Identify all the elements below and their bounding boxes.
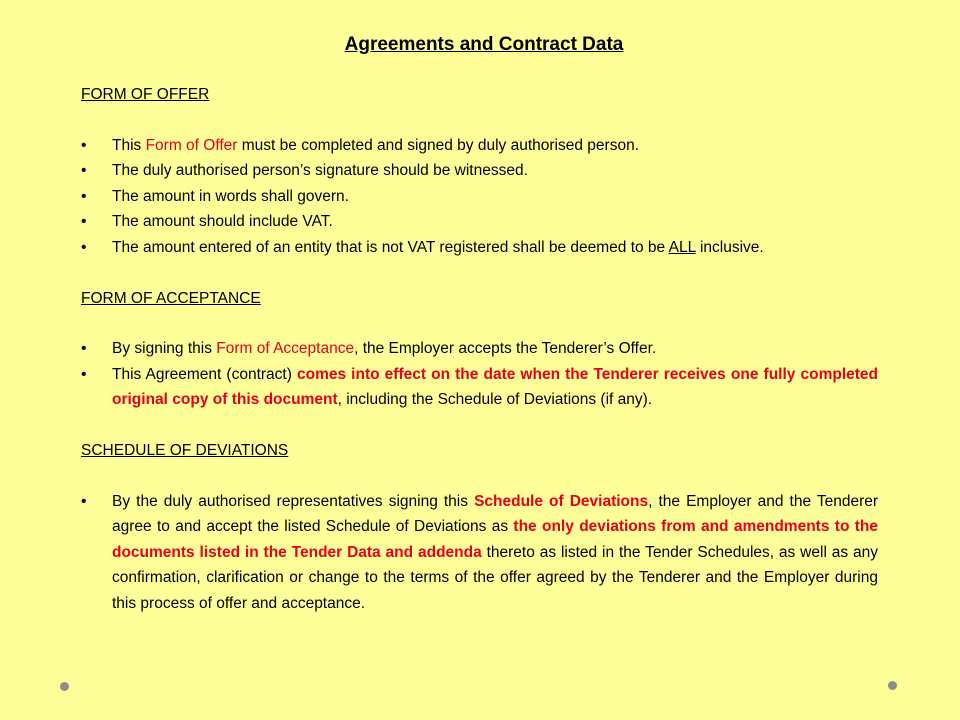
decorative-dot-left bbox=[60, 682, 69, 691]
list-item: • The duly authorised person’s signature should be witnessed. bbox=[81, 158, 878, 184]
list-item: • The amount should include VAT. bbox=[81, 209, 878, 235]
highlight-text: comes into effect on the date when the Tenderer receives one fully completed original copy of this document bbox=[112, 365, 879, 408]
page-title: Agreements and Contract Data bbox=[344, 34, 624, 55]
list-item: • The amount entered of an entity that is not VAT registered shall be deemed to be ALL inclusive. bbox=[81, 235, 878, 261]
offer-bullet-list bbox=[81, 133, 878, 261]
list-item: • By the duly authorised representatives signing this Schedule of Deviations, the Employer and the Tenderer agree to and accept the listed Schedule of Deviations as the only deviations from and amendments to the documents listed in the Tender Data and addenda thereto as listed in the Tender Schedules, as well as any confirmation, clarification or change to the terms of the offer agreed by the Tenderer and the Employer during this process of offer and acceptance. bbox=[81, 489, 878, 617]
decorative-dot-right bbox=[888, 681, 897, 690]
section-heading-form-of-acceptance: FORM OF ACCEPTANCE bbox=[81, 289, 261, 307]
underlined-text: ALL bbox=[668, 238, 696, 256]
list-item: • The amount in words shall govern. bbox=[81, 184, 878, 210]
highlight-text: Schedule of Deviations bbox=[474, 492, 649, 510]
list-item: • This Form of Offer must be completed and signed by duly authorised person. bbox=[81, 133, 878, 159]
section-heading-form-of-offer: FORM OF OFFER bbox=[81, 86, 210, 103]
acceptance-bullet-list bbox=[81, 336, 878, 413]
highlight-text: Form of Offer bbox=[145, 136, 238, 154]
highlight-text: Form of Acceptance bbox=[216, 340, 355, 357]
slide-content bbox=[81, 82, 878, 616]
deviations-bullet-list bbox=[81, 489, 878, 617]
list-item: • This Agreement (contract) comes into effect on the date when the Tenderer receives one fully completed original copy of this document, including the Schedule of Deviations (if any). bbox=[81, 362, 878, 413]
list-item: • By signing this Form of Acceptance, the Employer accepts the Tenderer’s Offer. bbox=[81, 336, 878, 362]
section-heading-schedule-of-deviations: SCHEDULE OF DEVIATIONS bbox=[81, 442, 289, 459]
highlight-text: the only deviations from and amendments to the documents listed in the Tender Data and addenda bbox=[112, 518, 878, 561]
